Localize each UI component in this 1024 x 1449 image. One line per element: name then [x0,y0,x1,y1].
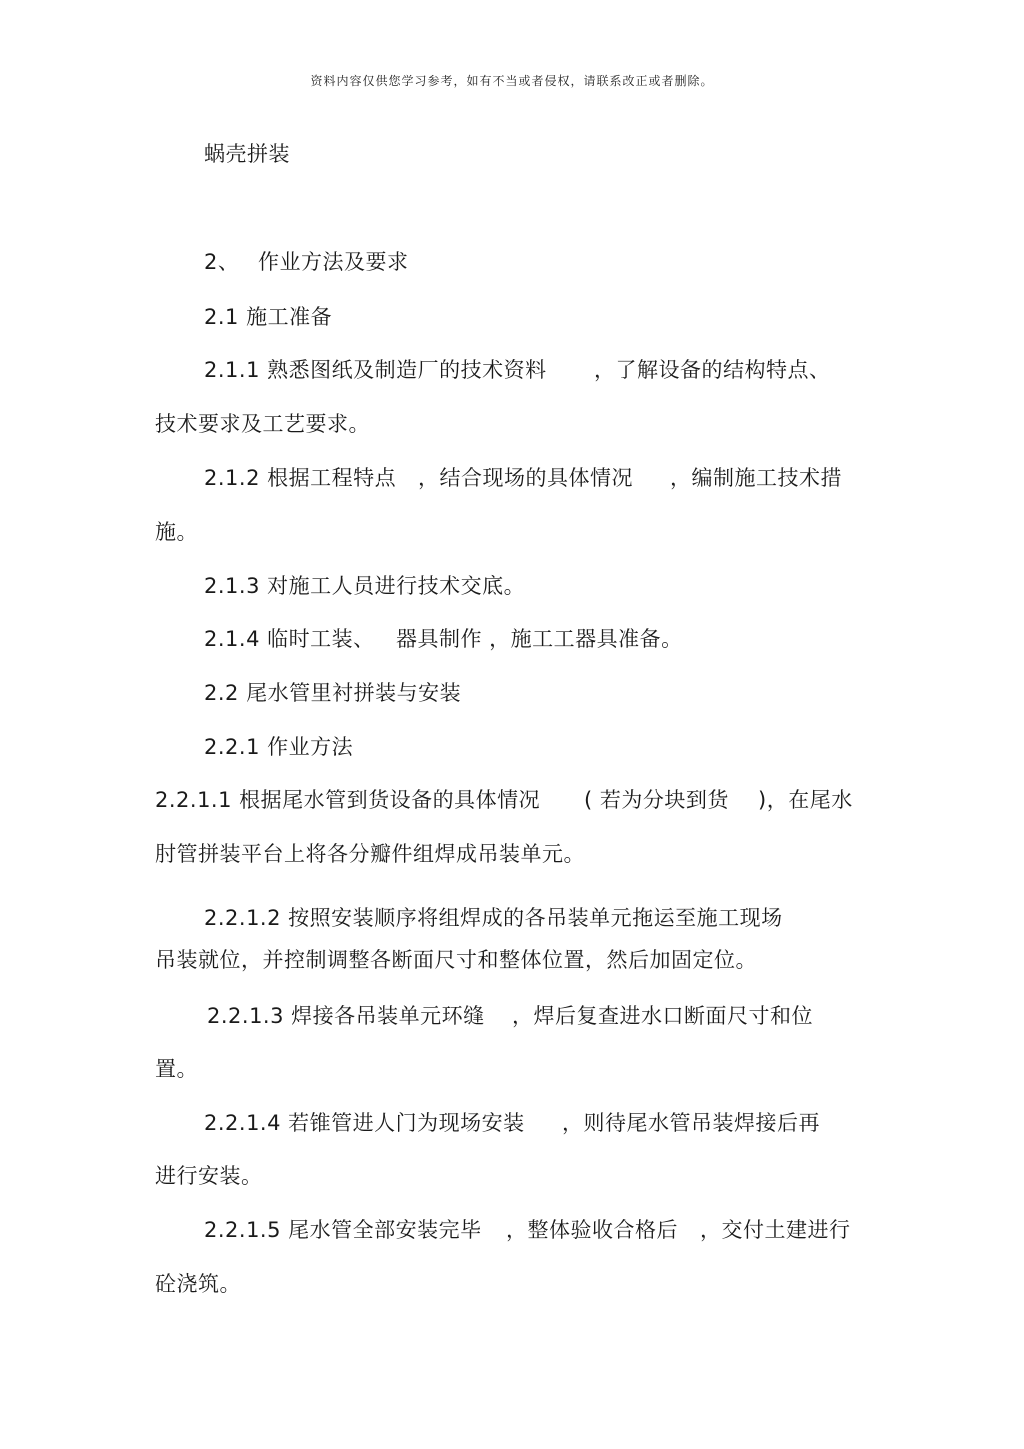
para-2-2-1-3-a: 2.2.1.3 焊接各吊装单元环缝 [207,1004,485,1028]
para-2-2-1-5-b: ，整体验收合格后 [506,1218,678,1242]
para-2-1-4-b: 器具制作 ，施工工器具准备。 [396,627,683,651]
heading-2-2: 2.2 尾水管里衬拼装与安装 [204,681,462,705]
header-disclaimer: 资料内容仅供您学习参考，如有不当或者侵权，请联系改正或者删除。 [310,74,714,88]
heading-2-1: 2.1 施工准备 [204,305,333,329]
para-2-1-1-c: 技术要求及工艺要求。 [155,412,370,436]
para-2-1-2-a: 2.1.2 根据工程特点 [204,466,397,490]
para-2-1-2-d: 施。 [155,520,198,544]
para-2-2-1-5-c: ，交付土建进行 [700,1218,851,1242]
heading-2-2-1: 2.2.1 作业方法 [204,735,354,759]
para-2-2-1-5-d: 砼浇筑。 [155,1272,241,1296]
para-2-2-1-4-b: ，则待尾水管吊装焊接后再 [562,1111,820,1135]
para-2-1-4-a: 2.1.4 临时工装、 [204,627,375,651]
para-2-2-1-3-c: 置。 [155,1057,198,1081]
section-number-2: 2、 [204,250,240,274]
para-2-2-1-4-a: 2.2.1.4 若锥管进人门为现场安装 [204,1111,525,1135]
para-2-2-1-1-d: 肘管拼装平台上将各分瓣件组焊成吊装单元。 [155,842,585,866]
section-title-volute: 蜗壳拼装 [204,142,290,166]
para-2-1-1-a: 2.1.1 熟悉图纸及制造厂的技术资料 [204,358,547,382]
para-2-2-1-2-b: 吊装就位，并控制调整各断面尺寸和整体位置，然后加固定位。 [155,948,757,972]
para-2-1-2-b: ，结合现场的具体情况 [418,466,633,490]
para-2-2-1-5-a: 2.2.1.5 尾水管全部安装完毕 [204,1218,482,1242]
para-2-2-1-1-c: )，在尾水 [758,788,853,812]
para-2-2-1-4-c: 进行安装。 [155,1164,263,1188]
para-2-1-2-c: ，编制施工技术措 [670,466,842,490]
para-2-1-3: 2.1.3 对施工人员进行技术交底。 [204,574,526,598]
para-2-2-1-1-b: ( 若为分块到货 [584,788,729,812]
para-2-2-1-1-a: 2.2.1.1 根据尾水管到货设备的具体情况 [155,788,541,812]
para-2-2-1-2-a: 2.2.1.2 按照安装顺序将组焊成的各吊装单元拖运至施工现场 [204,906,783,930]
para-2-2-1-3-b: ，焊后复查进水口断面尺寸和位 [512,1004,813,1028]
para-2-1-1-b: ，了解设备的结构特点、 [594,358,831,382]
section-heading-2: 作业方法及要求 [258,250,409,274]
